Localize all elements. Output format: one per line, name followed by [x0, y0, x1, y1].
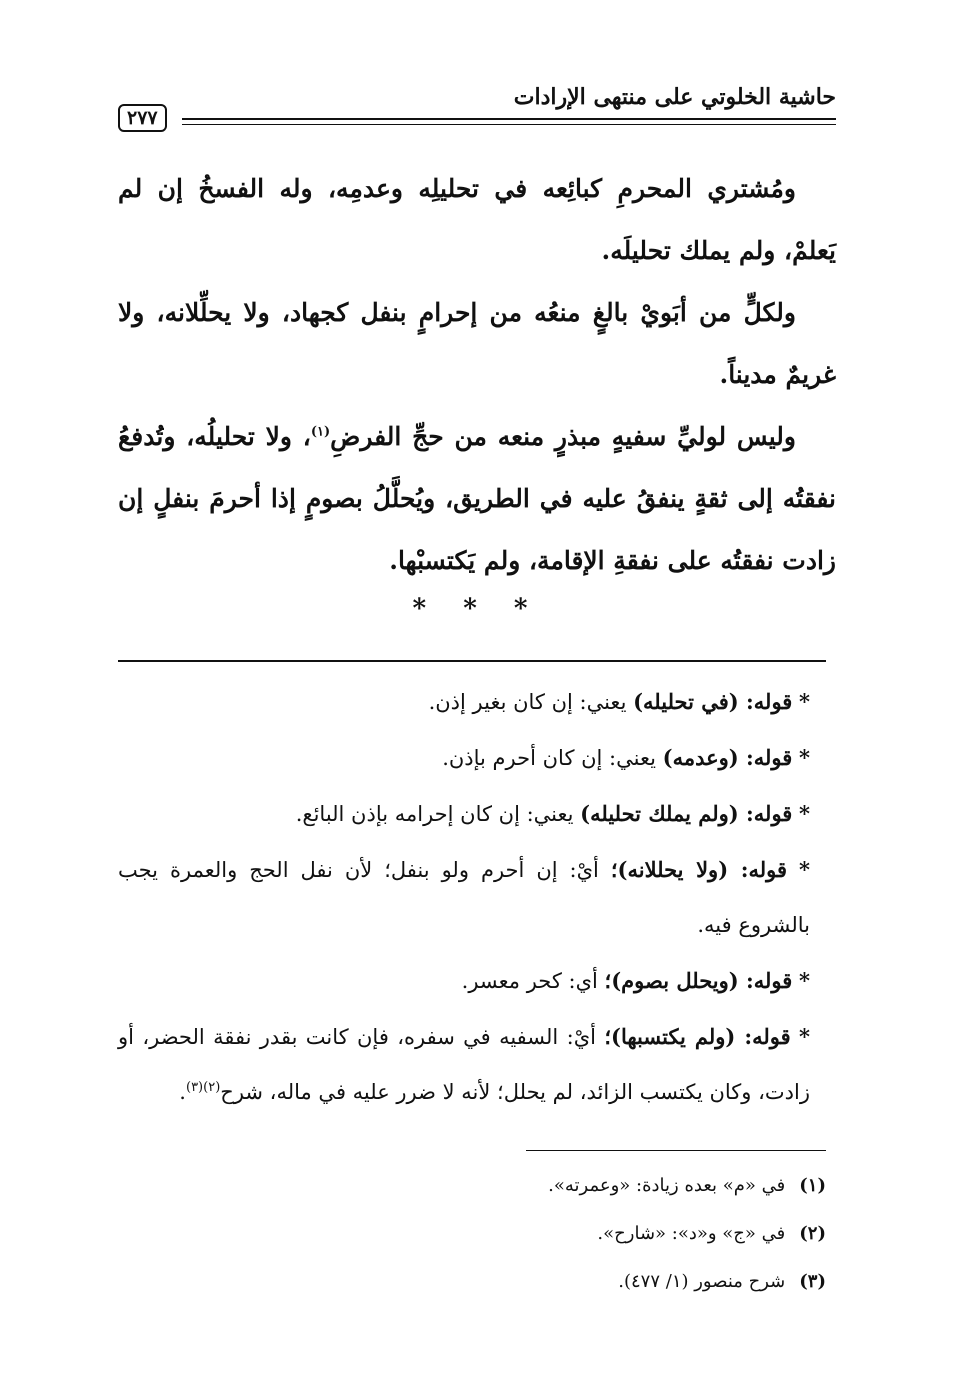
commentary-text: يعني: إن كان إحرامه بإذن البائع.: [295, 802, 581, 826]
footnote: [118, 1162, 826, 1210]
main-paragraph: ومُشتري المحرمِ كبائِعه في تحليلِه وعدمِه، وله الفسخُ إن لم يَعلمْ، ولم يملك تحليلَه.: [118, 174, 836, 265]
star-marker: *: [799, 689, 810, 714]
commentary-lead: قوله: (في تحليله): [633, 689, 793, 714]
footnote-number: (٣): [799, 1271, 826, 1292]
commentary-text: أي: كحر معسر.: [461, 969, 605, 993]
main-text: [118, 158, 836, 592]
footnote-ref: (١): [310, 424, 331, 440]
footnote: [118, 1258, 826, 1306]
commentary-item: [118, 953, 836, 1009]
star-marker: *: [799, 968, 810, 993]
commentary-item: [118, 842, 836, 953]
main-paragraph-part: ، ولا تحليلُه، وتُدفعُ نفقتُه إلى ثقةٍ ينفقُ عليه في الطريق، ويُحلَّلُ بصومٍ إذا أحرمَ بنفلٍ إن زادت نفقتُه على نفقةِ الإقامة، ولم يَكتسبْها.: [118, 422, 836, 575]
commentary-item: * قوله: (ولم يكتسبها)؛ أيْ: السفيه في سفره، فإن كانت بقدر نفقة الحضر، أو زادت، وكان يكتسب الزائد، لم يحلل؛ لأنه لا ضرر عليه في ماله، شرح$^{(٢)(٣)}$.: [118, 1024, 810, 1104]
footnote-rule: [526, 1150, 826, 1151]
star-marker: *: [799, 857, 811, 882]
footnotes: [118, 1162, 826, 1306]
commentary-lead: قوله: (ولا يحللانه)؛: [610, 857, 788, 882]
commentary-item: [118, 674, 836, 730]
running-title: حاشية الخلوتي على منتهى الإرادات: [513, 84, 836, 110]
commentary: [118, 674, 836, 1120]
footnote-ref: (٢)(٣): [185, 1080, 221, 1095]
commentary-item: [118, 730, 836, 786]
main-paragraph: [118, 406, 836, 592]
footnote-number: (٢): [799, 1223, 826, 1244]
commentary-lead: قوله: (ويحلل بصوم)؛: [604, 968, 793, 993]
commentary-text: أيْ: إن أحرم ولو بنفل؛ لأن نفل الحج والعمرة يجب بالشروع فيه.: [118, 858, 810, 937]
section-separator: * * *: [412, 594, 542, 624]
footnote: [118, 1210, 826, 1258]
page-number: ٢٧٧: [118, 104, 167, 132]
footnote-text: في «م» بعده زيادة: «وعمرته».: [548, 1175, 786, 1196]
footnote-text: شرح منصور (١/ ٤٧٧).: [618, 1271, 786, 1292]
commentary-text: يعني: إن كان أحرم بإذن.: [442, 746, 663, 770]
page-header: [118, 84, 836, 128]
main-paragraph: ولكلٍّ من أبَويْ بالغٍ منعُه من إحرامٍ بنفل كجهاد، ولا يحلِّلانه، ولا غريمٌ مديناً.: [118, 298, 836, 389]
commentary-text: يعني: إن كان بغير إذن.: [428, 690, 634, 714]
commentary-lead: قوله: (وعدمه): [662, 745, 793, 770]
main-paragraph-part: وليس لوليِّ سفيهٍ مبذرٍ منعه من حجِّ الفرضِ: [330, 422, 796, 451]
footnote-number: (١): [799, 1175, 826, 1196]
commentary-rule: [118, 660, 826, 662]
commentary-text: أيْ: السفيه في سفره، فإن كانت بقدر نفقة الحضر، أو زادت، وكان يكتسب الزائد، لم يحلل؛ لأنه لا ضرر عليه في ماله، شرح: [118, 1025, 810, 1104]
footnote-text: في «ج» و«د»: «شارح».: [597, 1223, 786, 1244]
star-marker: *: [799, 1024, 810, 1049]
commentary-lead: قوله: (ولم يملك تحليله): [580, 801, 793, 826]
commentary-lead: قوله: (ولم يكتسبها)؛: [604, 1024, 791, 1049]
header-rule: [182, 118, 836, 125]
star-marker: *: [799, 745, 810, 770]
commentary-item: [118, 786, 836, 842]
star-marker: *: [799, 801, 810, 826]
